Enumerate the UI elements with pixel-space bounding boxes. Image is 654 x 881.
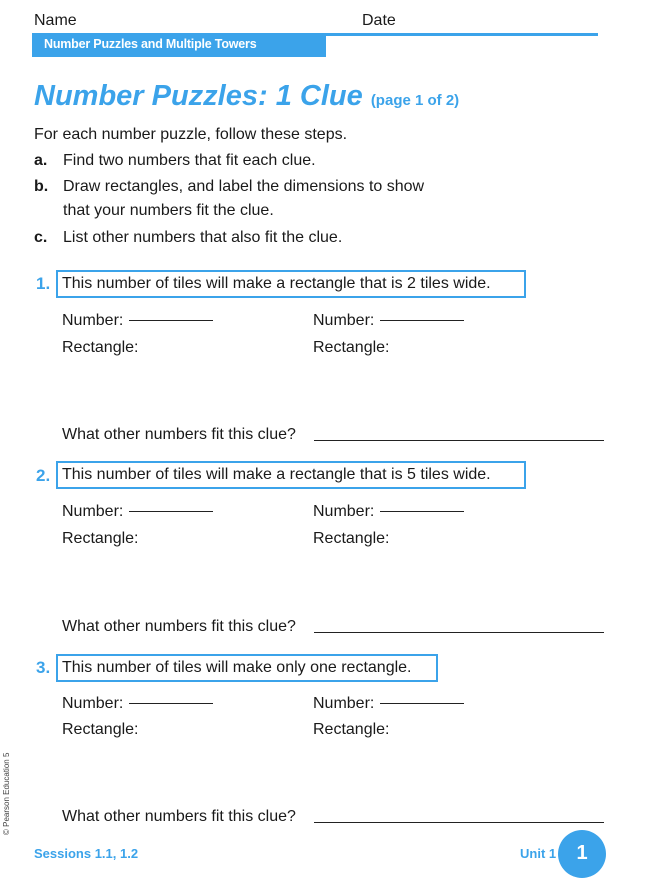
section-banner	[32, 33, 326, 57]
clue-box: This number of tiles will make only one rectangle.	[56, 654, 438, 682]
rectangle-label-right: Rectangle:	[313, 530, 390, 547]
other-numbers-answer-line[interactable]	[314, 440, 604, 441]
banner-rule	[326, 33, 598, 36]
copyright-text: © Pearson Education 5	[2, 752, 11, 835]
number-field-right[interactable]	[313, 312, 464, 330]
step-text-continued: that your numbers fit the clue.	[63, 202, 274, 219]
answer-line[interactable]	[380, 703, 464, 704]
number-label: Number:	[313, 312, 375, 329]
number-label: Number:	[62, 695, 124, 712]
number-field-right[interactable]	[313, 503, 464, 521]
other-numbers-answer-line[interactable]	[314, 822, 604, 823]
number-field-left[interactable]	[62, 503, 213, 521]
number-field-right[interactable]	[313, 695, 464, 713]
other-numbers-question: What other numbers fit this clue?	[62, 808, 296, 825]
date-label: Date	[362, 12, 396, 29]
answer-line[interactable]	[380, 320, 464, 321]
number-field-left[interactable]	[62, 695, 213, 713]
answer-line[interactable]	[380, 511, 464, 512]
answer-line[interactable]	[129, 320, 213, 321]
problem-number: 2.	[36, 466, 51, 485]
number-label: Number:	[313, 503, 375, 520]
rectangle-label-right: Rectangle:	[313, 721, 390, 738]
problem-number: 3.	[36, 658, 51, 677]
rectangle-label-left: Rectangle:	[62, 530, 139, 547]
name-label: Name	[34, 12, 77, 29]
step-text: List other numbers that also fit the clue.	[63, 229, 343, 246]
number-label: Number:	[62, 312, 124, 329]
page-number: 1	[576, 842, 588, 864]
page-title	[34, 80, 459, 113]
clue-box: This number of tiles will make a rectangle that is 2 tiles wide.	[56, 270, 526, 298]
answer-line[interactable]	[129, 703, 213, 704]
step-a	[34, 152, 316, 170]
problem-number: 1.	[36, 274, 51, 293]
step-text: Find two numbers that fit each clue.	[63, 152, 316, 169]
step-b	[34, 178, 425, 219]
step-text: Draw rectangles, and label the dimensions to show	[63, 178, 425, 195]
number-label: Number:	[313, 695, 375, 712]
number-label: Number:	[62, 503, 124, 520]
step-letter: b.	[34, 178, 49, 195]
rectangle-label-left: Rectangle:	[62, 721, 139, 738]
other-numbers-question: What other numbers fit this clue?	[62, 426, 296, 443]
banner-text: Number Puzzles and Multiple Towers	[44, 37, 257, 51]
unit-label: Unit 1	[520, 846, 557, 861]
step-letter: a.	[34, 152, 48, 169]
copyright-notice	[2, 745, 14, 835]
page-title-main: Number Puzzles: 1 Clue	[34, 80, 363, 112]
number-field-left[interactable]	[62, 312, 213, 330]
sessions-label: Sessions 1.1, 1.2	[34, 846, 139, 861]
page-number-badge	[558, 830, 606, 878]
rectangle-label-left: Rectangle:	[62, 339, 139, 356]
answer-line[interactable]	[129, 511, 213, 512]
instructions-intro: For each number puzzle, follow these steps.	[34, 126, 348, 143]
clue-box: This number of tiles will make a rectangle that is 5 tiles wide.	[56, 461, 526, 489]
page-title-sub: (page 1 of 2)	[370, 92, 460, 109]
other-numbers-question: What other numbers fit this clue?	[62, 618, 296, 635]
rectangle-label-right: Rectangle:	[313, 339, 390, 356]
step-letter: c.	[34, 229, 48, 246]
step-c	[34, 229, 343, 247]
other-numbers-answer-line[interactable]	[314, 632, 604, 633]
